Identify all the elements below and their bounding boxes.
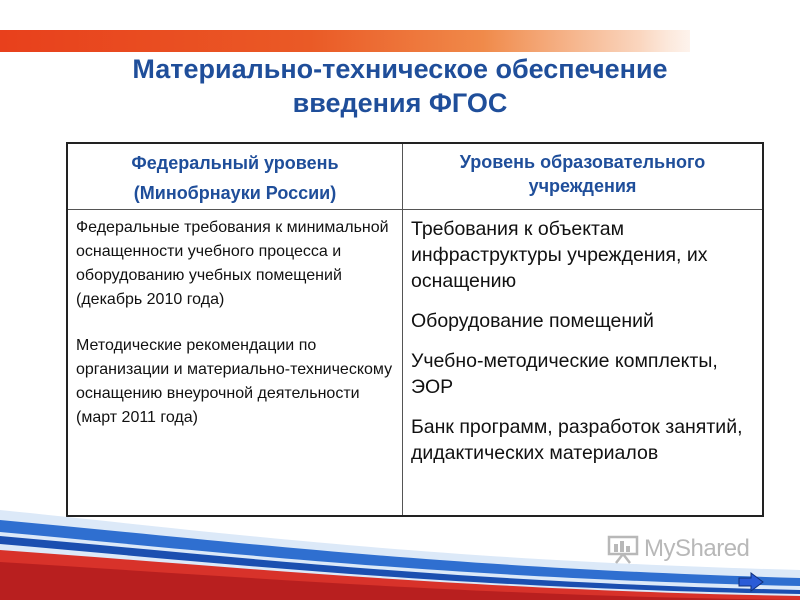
federal-level-items bbox=[76, 216, 394, 452]
federal-level-column bbox=[68, 144, 403, 515]
next-arrow-icon[interactable] bbox=[738, 572, 764, 592]
institution-item: Оборудование помещений bbox=[411, 310, 654, 332]
slide-title bbox=[40, 52, 760, 120]
header-stripe bbox=[0, 30, 690, 52]
federal-item: Методические рекомендации по организации и материально-техническому оснащению внеурочной деятельности (март 2011 года) bbox=[76, 337, 393, 426]
federal-item: Федеральные требования к минимальной оснащенности учебного процесса и оборудованию учебных помещений (декабрь 2010 года) bbox=[76, 219, 389, 308]
slide-title-line1: Материально-техническое обеспечение bbox=[132, 54, 668, 84]
comparison-table bbox=[66, 142, 764, 517]
federal-level-header-line2: (Минобрнауки России) bbox=[133, 183, 337, 203]
presentation-board-icon bbox=[606, 534, 640, 564]
institution-item: Банк программ, разработок занятий, дидактических материалов bbox=[411, 416, 743, 464]
slide-title-line2: введения ФГОС bbox=[292, 88, 508, 118]
federal-level-header bbox=[68, 144, 402, 210]
watermark-logo bbox=[606, 534, 749, 564]
watermark-text: MyShared bbox=[644, 535, 750, 562]
institution-level-items bbox=[411, 216, 756, 480]
institution-level-header-line1: Уровень образовательного bbox=[459, 152, 706, 172]
institution-level-header bbox=[403, 144, 762, 210]
federal-level-header-line1: Федеральный уровень bbox=[131, 153, 339, 173]
header-stripe-fade bbox=[640, 30, 800, 52]
institution-level-column bbox=[403, 144, 762, 515]
institution-item: Учебно-методические комплекты, ЭОР bbox=[411, 350, 718, 398]
institution-level-header-line2: учреждения bbox=[528, 176, 637, 196]
institution-item: Требования к объектам инфраструктуры учреждения, их оснащению bbox=[411, 218, 708, 292]
